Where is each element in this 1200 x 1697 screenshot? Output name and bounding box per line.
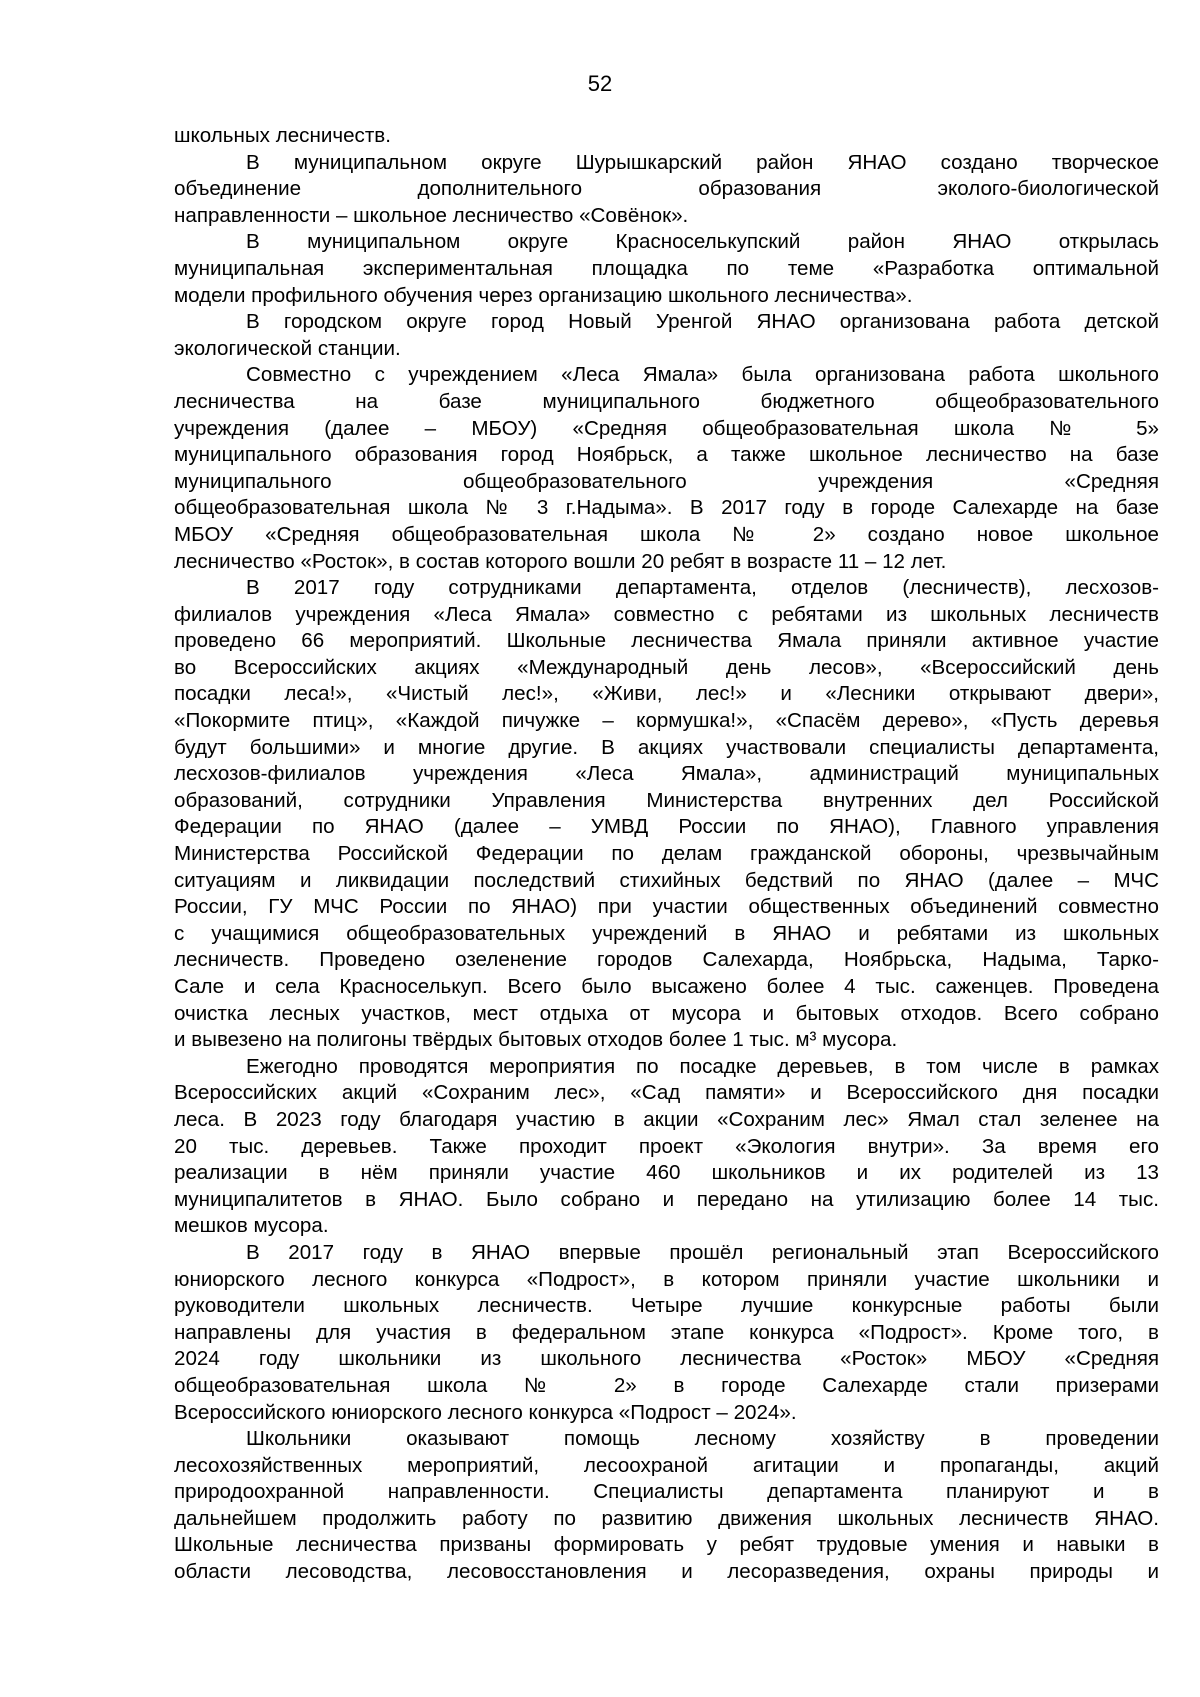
text-line: дальнейшем продолжить работу по развитию движения школьных лесничеств ЯНАО.: [174, 1506, 1159, 1530]
text-line: муниципального общеобразовательного учреждения «Средняя: [174, 469, 1159, 493]
text-line: леса. В 2023 году благодаря участию в акции «Сохраним лес» Ямал стал зеленее на: [174, 1107, 1159, 1131]
text-line: Сале и села Красноселькуп. Всего было высажено более 4 тыс. саженцев. Проведена: [174, 975, 1159, 998]
text-line: Министерства Российской Федерации по делам гражданской обороны, чрезвычайным: [174, 842, 1159, 866]
text-line: «Покормите птиц», «Каждой пичужке – кормушка!», «Спасём дерево», «Пусть деревья: [174, 709, 1159, 733]
text-line: лесничества на базе муниципального бюджетного общеобразовательного: [174, 389, 1159, 413]
text-line: Всероссийских акций «Сохраним лес», «Сад памяти» и Всероссийского дня посадки: [174, 1081, 1159, 1105]
text-line: Всероссийского юниорского лесного конкурса «Подрост – 2024».: [174, 1400, 797, 1424]
text-line: лесничеств. Проведено озеленение городов Салехарда, Ноябрьска, Надыма, Тарко-: [174, 948, 1159, 972]
text-line: лесничество «Росток», в состав которого вошли 20 ребят в возрасте 11 – 12 лет.: [174, 549, 947, 573]
text-line: 2024 году школьники из школьного лесничества «Росток» МБОУ «Средняя: [174, 1347, 1159, 1371]
text-line: реализации в нём приняли участие 460 школьников и их родителей из 13: [174, 1161, 1159, 1185]
text-line: В муниципальном округе Шурышкарский район ЯНАО создано творческое: [246, 150, 1159, 174]
text-line: Школьники оказывают помощь лесному хозяйству в проведении: [246, 1427, 1159, 1451]
text-line: направлены для участия в федеральном этапе конкурса «Подрост». Кроме того, в: [174, 1320, 1159, 1344]
page-number: 52: [587, 71, 613, 96]
text-line: Федерации по ЯНАО (далее – УМВД России по ЯНАО), Главного управления: [174, 815, 1159, 839]
document-body: [174, 123, 1159, 1586]
text-line: и вывезено на полигоны твёрдых бытовых отходов более 1 тыс. м³ мусора.: [174, 1028, 898, 1052]
text-line: учреждения (далее – МБОУ) «Средняя общеобразовательная школа № 5»: [174, 416, 1159, 440]
text-line: Ежегодно проводятся мероприятия по посадке деревьев, в том числе в рамках: [246, 1054, 1159, 1078]
text-line: объединение дополнительного образования эколого-биологической: [174, 177, 1159, 201]
text-line: Совместно с учреждением «Леса Ямала» была организована работа школьного: [246, 363, 1159, 387]
text-line: МБОУ «Средняя общеобразовательная школа № 2» создано новое школьное: [174, 522, 1159, 546]
text-line: В 2017 году сотрудниками департамента, отделов (лесничеств), лесхозов-: [246, 576, 1159, 600]
text-line: общеобразовательная школа № 2» в городе Салехарде стали призерами: [174, 1373, 1159, 1397]
text-line: юниорского лесного конкурса «Подрост», в котором приняли участие школьники и: [174, 1267, 1159, 1291]
text-line: муниципального образования город Ноябрьск, а также школьное лесничество на базе: [174, 443, 1159, 467]
text-line: лесхозов-филиалов учреждения «Леса Ямала», администраций муниципальных: [174, 762, 1159, 786]
text-line: будут большими» и многие другие. В акциях участвовали специалисты департамента,: [174, 735, 1159, 759]
text-line: посадки леса!», «Чистый лес!», «Живи, лес!» и «Лесники открывают двери»,: [174, 682, 1159, 706]
text-line: муниципалитетов в ЯНАО. Было собрано и передано на утилизацию более 14 тыс.: [174, 1187, 1159, 1211]
text-line: В муниципальном округе Красноселькупский район ЯНАО открылась: [246, 230, 1159, 254]
text-line: Школьные лесничества призваны формировать у ребят трудовые умения и навыки в: [174, 1533, 1159, 1557]
text-line: ситуациям и ликвидации последствий стихийных бедствий по ЯНАО (далее – МЧС: [174, 868, 1159, 892]
text-line: экологической станции.: [174, 336, 401, 360]
text-line: области лесоводства, лесовосстановления и лесоразведения, охраны природы и: [174, 1560, 1159, 1584]
text-line: В городском округе город Новый Уренгой ЯНАО организована работа детской: [246, 310, 1159, 334]
text-line: направленности – школьное лесничество «Совёнок».: [174, 203, 689, 227]
text-line: общеобразовательная школа № 3 г.Надыма». В 2017 году в городе Салехарде на базе: [174, 496, 1159, 520]
text-line: филиалов учреждения «Леса Ямала» совместно с ребятами из школьных лесничеств: [174, 602, 1159, 626]
text-line: лесохозяйственных мероприятий, лесоохраной агитации и пропаганды, акций: [174, 1453, 1159, 1477]
text-line: руководители школьных лесничеств. Четыре лучшие конкурсные работы были: [174, 1294, 1159, 1318]
text-line: 20 тыс. деревьев. Также проходит проект «Экология внутри». За время его: [174, 1134, 1159, 1158]
text-line: проведено 66 мероприятий. Школьные лесничества Ямала приняли активное участие: [174, 629, 1159, 653]
text-line: В 2017 году в ЯНАО впервые прошёл региональный этап Всероссийского: [246, 1240, 1159, 1264]
text-line: с учащимися общеобразовательных учреждений в ЯНАО и ребятами из школьных: [174, 921, 1159, 945]
text-line: образований, сотрудники Управления Министерства внутренних дел Российской: [174, 788, 1159, 812]
text-line: муниципальная экспериментальная площадка по теме «Разработка оптимальной: [174, 256, 1159, 280]
text-line: очистка лесных участков, мест отдыха от мусора и бытовых отходов. Всего собрано: [174, 1001, 1159, 1025]
text-line: модели профильного обучения через организацию школьного лесничества».: [174, 283, 913, 307]
text-line: школьных лесничеств.: [174, 124, 391, 147]
text-line: России, ГУ МЧС России по ЯНАО) при участии общественных объединений совместно: [174, 895, 1159, 919]
text-line: природоохранной направленности. Специалисты департамента планируют и в: [174, 1480, 1159, 1504]
text-line: во Всероссийских акциях «Международный день лесов», «Всероссийский день: [174, 655, 1159, 679]
text-line: мешков мусора.: [174, 1214, 329, 1238]
